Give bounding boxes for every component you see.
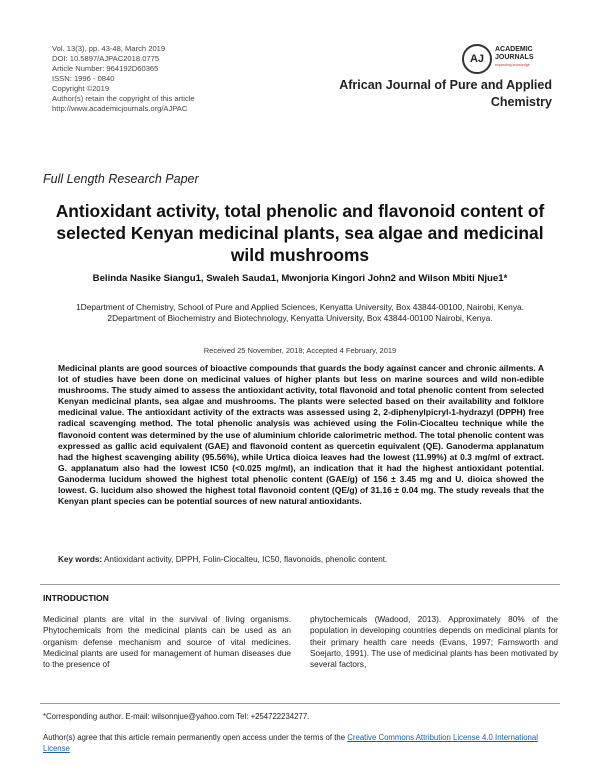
- intro-column-left: Medicinal plants are vital in the survival of living organisms. Phytochemicals from the medicinal plants can be used as an organism defense mechanism and source of vital medicines. Medicinal plants are used for management of human diseases due to the presence of: [43, 614, 291, 670]
- received-dates: Received 25 November, 2018; Accepted 4 February, 2019: [203, 346, 397, 355]
- meta-line: Author(s) retain the copyright of this article: [52, 94, 195, 103]
- section-heading: INTRODUCTION: [43, 593, 109, 603]
- intro-column-right: phytochemicals (Wadood, 2013). Approximately 80% of the population in developing countries depends on medicinal plants for their primary health care needs (Evans, 1997; Farnsworth and Soejarto, 1991). The use of medicinal plants has been motivated by several factors,: [310, 614, 558, 670]
- article-metadata: [52, 44, 195, 114]
- paper-type: Full Length Research Paper: [43, 172, 199, 186]
- abstract: Medicinal plants are good sources of bioactive compounds that guards the body against cancer and chronic ailments. A lot of studies have been done on medicinal values of higher plants but less on marine sources and wild non-edible mushrooms. The study aimed to assess the antioxidant activity, total flavonoid and total phenolic content from selected Kenyan medicinal plants, sea algae and mushrooms. The plants were selected based on their availability and folklore medicinal value. The antioxidant activity of the extracts was assessed using 2, 2-diphenylpicryl-1-hydrazyl (DPPH) free radical scavenging method. The total phenolic analysis was achieved using the Folin-Ciocalteu technique while the flavonoid content was determined by the use of aluminium chloride calorimetric method. The total phenolic content was expressed as gallic acid equivalent (GAE) and flavonoid content as quercetin equivalent (QE). Ganoderma applanatum had the highest scavenging ability (95.56%), while Urtica dioica leaves had the lowest (11.99%) at 0.3 mg/ml of extract. G. applanatum also had the lowest IC50 (<0.025 mg/ml), an indication that it had the highest antioxidant potential. Ganoderma lucidum showed the highest total phenolic content (GAE/g) of 156 ± 3.45 mg and U. dioica showed the lowest. G. lucidum also showed the highest total flavonoid content (QE/g) of 31.16 ± 0.04 mg. The study reveals that the Kenyan plant species can be potential sources of new natural antioxidants.: [58, 363, 544, 507]
- license-link[interactable]: Creative Commons Attribution License 4.0 International License: [43, 733, 538, 753]
- keywords-list: Antioxidant activity, DPPH, Folin-Ciocalteu, IC50, flavonoids, phenolic content.: [103, 555, 388, 564]
- divider: [40, 703, 560, 704]
- meta-line: Article Number: 964192D60365: [52, 64, 159, 73]
- keywords: [58, 555, 544, 564]
- meta-line: ISSN: 1996 - 0840: [52, 74, 115, 83]
- logo-mark: AJ: [462, 44, 492, 74]
- paper-title: Antioxidant activity, total phenolic and flavonoid content of selected Kenyan medicinal plants, sea algae and medicinal wild mushrooms: [55, 201, 545, 265]
- affiliation-2: 2Department of Biochemistry and Biotechnology, Kenyatta University, Box 43844-00100 Nairobi, Kenya.: [107, 313, 493, 323]
- affiliations: [50, 302, 550, 324]
- corresponding-author: *Corresponding author. E-mail: wilsonnjue@yahoo.com Tel: +254722234277.: [43, 712, 310, 721]
- meta-line: http://www.academicjournals.org/AJPAC: [52, 104, 188, 113]
- license-note: [43, 732, 561, 754]
- journal-name: African Journal of Pure and Applied Chemistry: [339, 78, 552, 109]
- author-list: Belinda Nasike Siangu1, Swaleh Sauda1, Mwonjoria Kingori John2 and Wilson Mbiti Njue1*: [92, 273, 508, 284]
- meta-line: DOI: 10.5897/AJPAC2018.0775: [52, 54, 160, 63]
- meta-line: Copyright ©2019: [52, 84, 110, 93]
- logo-tagline: expanding knowledge: [495, 63, 530, 67]
- keywords-label: Key words:: [58, 555, 103, 564]
- logo-name: [495, 46, 534, 62]
- affiliation-1: 1Department of Chemistry, School of Pure and Applied Sciences, Kenyatta University, Box 43844-00100, Nairobi, Kenya.: [76, 302, 524, 312]
- meta-line: Vol. 13(3), pp. 43-48, March 2019: [52, 44, 166, 53]
- logo-name-line-1: ACADEMIC: [495, 46, 533, 53]
- publisher-logo: [462, 42, 572, 76]
- divider: [40, 584, 560, 585]
- logo-name-line-2: JOURNALS: [495, 54, 534, 61]
- license-text: Author(s) agree that this article remain permanently open access under the terms of the: [43, 733, 346, 742]
